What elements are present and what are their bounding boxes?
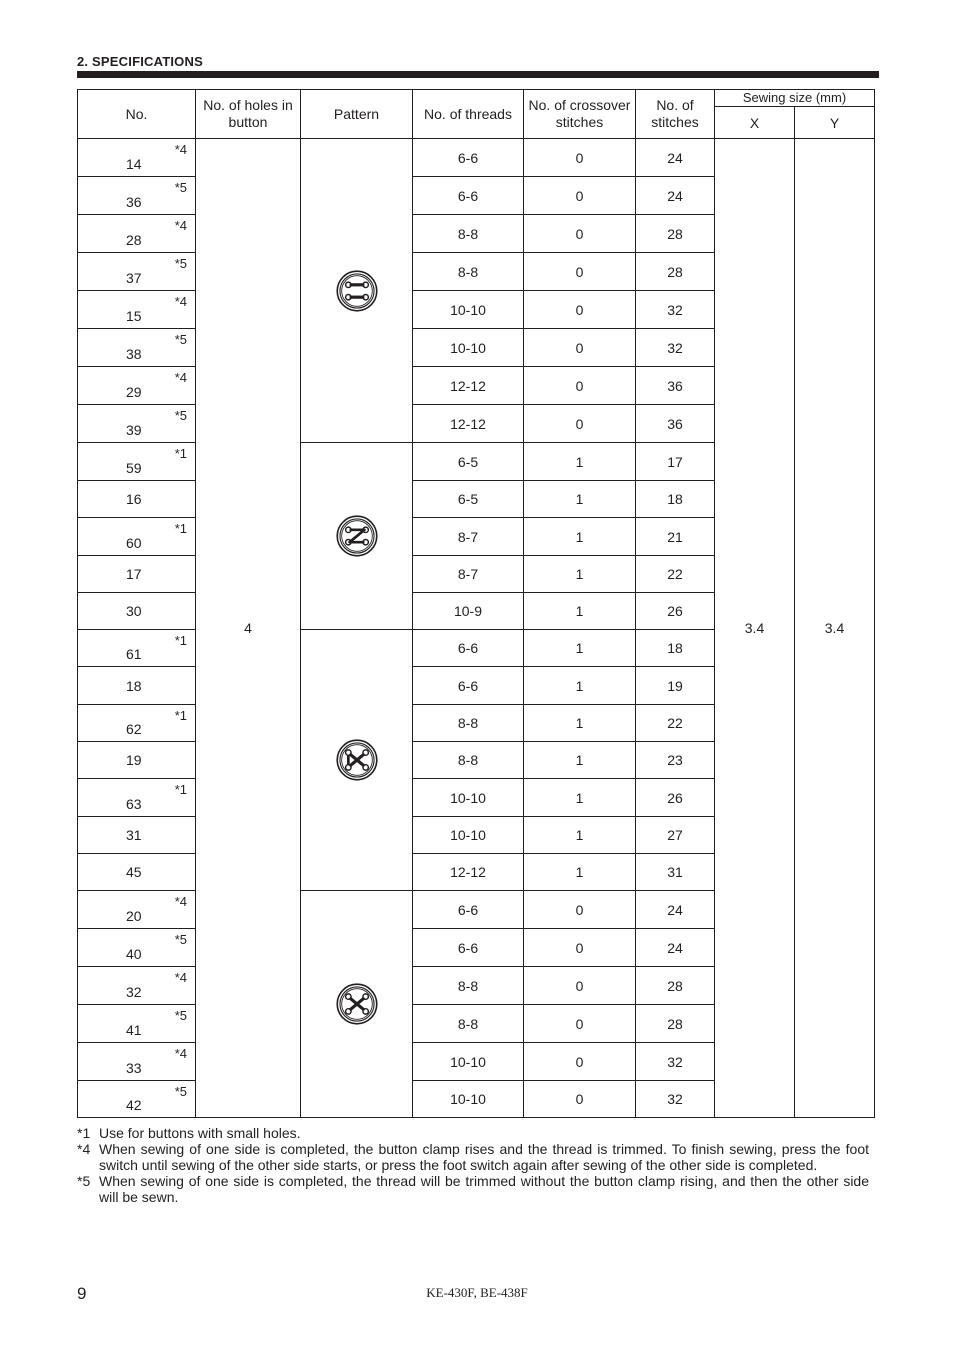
row-number: 18: [126, 677, 142, 694]
cell-threads: 6-6: [413, 139, 524, 177]
row-note: *1: [174, 446, 187, 461]
section-rule: [77, 71, 879, 78]
row-note: *1: [174, 782, 187, 797]
cell-stitches: 22: [636, 556, 715, 593]
cell-threads: 10-10: [413, 1081, 524, 1118]
cell-threads: 8-8: [413, 215, 524, 253]
header-holes: No. of holes in button: [196, 90, 301, 139]
header-no: No.: [78, 90, 196, 139]
row-note: *1: [174, 521, 187, 536]
cell-stitches: 28: [636, 253, 715, 291]
cell-crossover: 1: [524, 817, 636, 854]
cell-pattern: [301, 443, 413, 630]
cell-no: [78, 854, 196, 891]
header-threads: No. of threads: [413, 90, 524, 139]
cell-stitches: 24: [636, 139, 715, 177]
cell-x: 3.4: [715, 139, 795, 1118]
row-number: 62: [126, 721, 142, 737]
cell-crossover: 0: [524, 367, 636, 405]
cell-threads: 8-7: [413, 556, 524, 593]
cell-no: [78, 329, 196, 367]
row-note: *1: [174, 633, 187, 648]
cell-stitches: 17: [636, 443, 715, 481]
cell-crossover: 0: [524, 405, 636, 443]
cell-no: [78, 367, 196, 405]
row-number: 36: [126, 194, 142, 210]
row-number: 15: [126, 308, 142, 324]
cell-no: [78, 779, 196, 817]
cell-threads: 8-8: [413, 742, 524, 779]
cell-crossover: 1: [524, 705, 636, 742]
cell-crossover: 0: [524, 215, 636, 253]
cell-crossover: 1: [524, 518, 636, 556]
cell-threads: 12-12: [413, 405, 524, 443]
cell-no: [78, 253, 196, 291]
cell-stitches: 21: [636, 518, 715, 556]
cell-no: [78, 177, 196, 215]
header-y: Y: [795, 107, 875, 139]
z-pattern-icon: [336, 515, 378, 557]
cell-no: [78, 929, 196, 967]
row-note: *5: [174, 1084, 187, 1099]
cell-threads: 12-12: [413, 367, 524, 405]
cell-stitches: 36: [636, 367, 715, 405]
row-note: *4: [174, 970, 187, 985]
cell-stitches: 32: [636, 1081, 715, 1118]
cell-threads: 6-6: [413, 929, 524, 967]
row-note: *4: [174, 894, 187, 909]
cell-stitches: 22: [636, 705, 715, 742]
row-note: *5: [174, 180, 187, 195]
cell-crossover: 1: [524, 481, 636, 518]
header-x: X: [715, 107, 795, 139]
cell-no: [78, 891, 196, 929]
cell-stitches: 19: [636, 667, 715, 705]
section-title: 2. SPECIFICATIONS: [77, 54, 203, 69]
cell-threads: 6-5: [413, 481, 524, 518]
table-row: [78, 139, 875, 177]
cell-stitches: 32: [636, 1043, 715, 1081]
cell-crossover: 0: [524, 291, 636, 329]
cross-with-bar-icon: [336, 739, 378, 781]
cell-threads: 10-9: [413, 593, 524, 630]
row-note: *4: [174, 218, 187, 233]
cell-threads: 8-8: [413, 1005, 524, 1043]
cell-no: [78, 967, 196, 1005]
cell-stitches: 18: [636, 481, 715, 518]
cell-no: [78, 481, 196, 518]
row-number: 17: [126, 566, 142, 582]
header-stitches: No. of stitches: [636, 90, 715, 139]
cell-threads: 6-5: [413, 443, 524, 481]
cell-stitches: 28: [636, 967, 715, 1005]
row-note: *5: [174, 1008, 187, 1023]
row-note: *4: [174, 1046, 187, 1061]
cell-stitches: 24: [636, 177, 715, 215]
cell-crossover: 1: [524, 742, 636, 779]
row-number: 39: [126, 422, 142, 438]
cell-stitches: 36: [636, 405, 715, 443]
cell-stitches: 32: [636, 291, 715, 329]
cell-no: [78, 742, 196, 779]
cell-crossover: 0: [524, 929, 636, 967]
cell-no: [78, 291, 196, 329]
cell-no: [78, 139, 196, 177]
cell-crossover: 0: [524, 1043, 636, 1081]
row-number: 59: [126, 460, 142, 476]
header-sewing-size: Sewing size (mm): [715, 90, 875, 107]
row-number: 63: [126, 796, 142, 812]
cell-crossover: 1: [524, 443, 636, 481]
footnote-mark: *5: [77, 1173, 91, 1189]
cell-crossover: 1: [524, 593, 636, 630]
row-note: *5: [174, 932, 187, 947]
row-number: 14: [126, 156, 142, 172]
cell-threads: 12-12: [413, 854, 524, 891]
row-note: *1: [174, 708, 187, 723]
cell-crossover: 0: [524, 253, 636, 291]
row-number: 40: [126, 946, 142, 962]
two-parallel-bars-icon: [336, 270, 378, 312]
x-cross-icon: [336, 983, 378, 1025]
cell-threads: 6-6: [413, 177, 524, 215]
cell-no: [78, 1043, 196, 1081]
footnotes: [77, 1125, 869, 1205]
cell-crossover: 0: [524, 891, 636, 929]
cell-no: [78, 518, 196, 556]
row-number: 33: [126, 1060, 142, 1076]
row-note: *5: [174, 256, 187, 271]
cell-crossover: 1: [524, 556, 636, 593]
cell-crossover: 0: [524, 139, 636, 177]
footnote: [77, 1125, 869, 1141]
row-number: 60: [126, 535, 142, 551]
cell-no: [78, 556, 196, 593]
cell-threads: 10-10: [413, 291, 524, 329]
cell-no: [78, 1081, 196, 1118]
cell-stitches: 24: [636, 929, 715, 967]
cell-crossover: 1: [524, 667, 636, 705]
cell-no: [78, 405, 196, 443]
row-note: *4: [174, 142, 187, 157]
cell-crossover: 0: [524, 177, 636, 215]
row-number: 28: [126, 232, 142, 248]
row-number: 20: [126, 908, 142, 924]
cell-stitches: 32: [636, 329, 715, 367]
cell-y: 3.4: [795, 139, 875, 1118]
footnote-mark: *4: [77, 1141, 91, 1157]
row-number: 37: [126, 270, 142, 286]
cell-no: [78, 667, 196, 705]
cell-stitches: 26: [636, 593, 715, 630]
row-number: 61: [126, 646, 142, 662]
row-note: *5: [174, 408, 187, 423]
footnote: [77, 1141, 869, 1173]
row-note: *4: [174, 294, 187, 309]
table-body: [78, 139, 875, 1118]
cell-no: [78, 593, 196, 630]
cell-threads: 10-10: [413, 779, 524, 817]
cell-threads: 6-6: [413, 630, 524, 667]
row-number: 42: [126, 1097, 142, 1113]
row-number: 16: [126, 491, 142, 507]
cell-threads: 6-6: [413, 667, 524, 705]
footnote-mark: *1: [77, 1125, 91, 1141]
cell-no: [78, 705, 196, 742]
cell-stitches: 23: [636, 742, 715, 779]
row-number: 32: [126, 984, 142, 1000]
cell-crossover: 0: [524, 1081, 636, 1118]
cell-stitches: 26: [636, 779, 715, 817]
cell-crossover: 0: [524, 1005, 636, 1043]
footnote: [77, 1173, 869, 1205]
cell-crossover: 0: [524, 329, 636, 367]
cell-pattern: [301, 139, 413, 443]
cell-stitches: 28: [636, 1005, 715, 1043]
cell-threads: 8-8: [413, 705, 524, 742]
row-number: 29: [126, 384, 142, 400]
cell-threads: 6-6: [413, 891, 524, 929]
row-number: 31: [126, 827, 142, 843]
specification-table: [77, 89, 875, 1118]
cell-pattern: [301, 891, 413, 1118]
cell-threads: 8-8: [413, 967, 524, 1005]
row-note: *5: [174, 332, 187, 347]
row-number: 19: [126, 752, 142, 768]
cell-threads: 10-10: [413, 1043, 524, 1081]
cell-threads: 8-7: [413, 518, 524, 556]
cell-no: [78, 443, 196, 481]
cell-crossover: 1: [524, 779, 636, 817]
cell-threads: 10-10: [413, 817, 524, 854]
cell-no: [78, 817, 196, 854]
cell-no: [78, 1005, 196, 1043]
footnote-text: Use for buttons with small holes.: [99, 1125, 301, 1141]
cell-stitches: 28: [636, 215, 715, 253]
cell-stitches: 24: [636, 891, 715, 929]
cell-threads: 8-8: [413, 253, 524, 291]
cell-stitches: 31: [636, 854, 715, 891]
cell-threads: 10-10: [413, 329, 524, 367]
footnote-text: When sewing of one side is completed, the button clamp rises and the thread is trimmed. To finish sewing, press the foot switch until sewing of the other side starts, or press the foot switch again after sewing of the other side is completed.: [99, 1141, 869, 1173]
cell-crossover: 1: [524, 854, 636, 891]
page-number: 9: [77, 1284, 87, 1303]
model-name: KE-430F, BE-438F: [426, 1285, 528, 1300]
row-note: *4: [174, 370, 187, 385]
row-number: 45: [126, 864, 142, 880]
row-number: 41: [126, 1022, 142, 1038]
cell-stitches: 27: [636, 817, 715, 854]
cell-crossover: 0: [524, 967, 636, 1005]
cell-no: [78, 215, 196, 253]
cell-holes: 4: [196, 139, 301, 1118]
footnote-text: When sewing of one side is completed, the thread will be trimmed without the button clamp rising, and then the other side will be sewn.: [99, 1173, 869, 1205]
row-number: 38: [126, 346, 142, 362]
row-number: 30: [126, 603, 142, 619]
cell-stitches: 18: [636, 630, 715, 667]
header-crossover: No. of crossover stitches: [524, 90, 636, 139]
cell-crossover: 1: [524, 630, 636, 667]
cell-pattern: [301, 630, 413, 891]
header-pattern: Pattern: [301, 90, 413, 139]
cell-no: [78, 630, 196, 667]
